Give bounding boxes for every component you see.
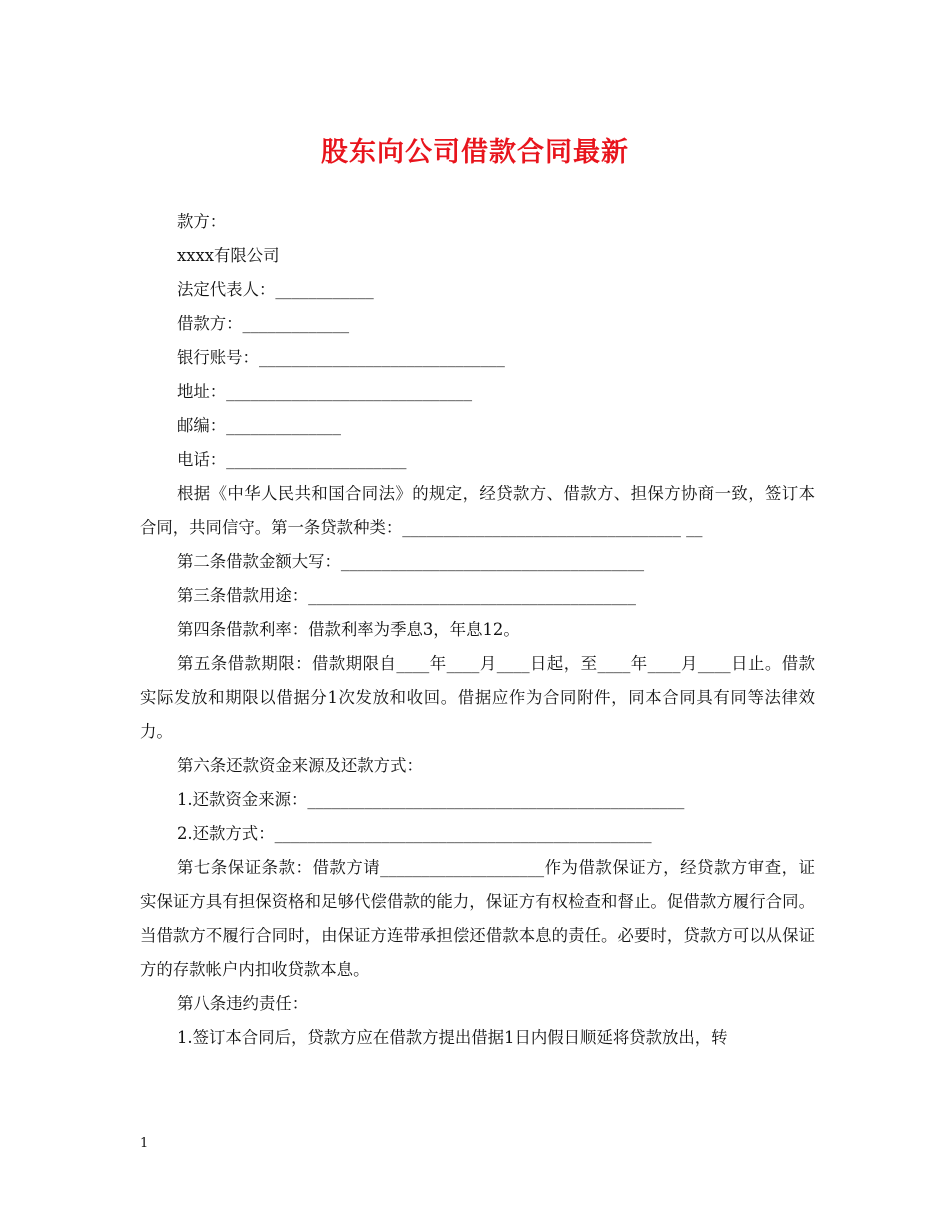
paragraph-company: xxxx有限公司 [177,246,280,265]
paragraph-article-2: 第二条借款金额大写：_____________________________________ [177,552,645,571]
paragraph-article-6-item-1: 1.还款资金来源：______________________________________________ [177,790,685,809]
document-body [140,205,815,1055]
paragraph-article-7: 第七条保证条款：借款方请____________________作为借款保证方，经贷款方审查，证实保证方具有担保资格和足够代偿借款的能力，保证方有权检查和督止。促借款方履行合同。当借款方不履行合同时，由保证方连带承担偿还借款本息的责任。必要时，贷款方可以从保证方的存款帐户内扣收贷款本息。 [140,858,815,979]
paragraph-preamble-article-1: 根据《中华人民共和国合同法》的规定，经贷款方、借款方、担保方协商一致，签订本合同，共同信守。第一条贷款种类：__________________________________ __ [140,484,815,537]
document-title: 股东向公司借款合同最新 [321,137,629,168]
paragraph-phone: 电话：______________________ [177,450,407,469]
paragraph-article-4: 第四条借款利率：借款利率为季息3，年息12。 [177,620,520,639]
paragraph-article-8: 第八条违约责任： [177,994,309,1013]
paragraph-article-5: 第五条借款期限：借款期限自____年____月____日起，至____年____月____日止。借款实际发放和期限以借据分1次发放和收回。借据应作为合同附件，同本合同具有同等法律效力。 [140,654,815,741]
paragraph-borrower: 借款方：_____________ [177,314,350,333]
paragraph-postcode: 邮编：______________ [177,416,341,435]
paragraph-bank-account: 银行账号：______________________________ [177,348,505,367]
paragraph-legal-representative: 法定代表人：____________ [177,280,374,299]
paragraph-article-6-item-2: 2.还款方式：______________________________________________ [177,824,652,843]
paragraph-article-3: 第三条借款用途：________________________________________ [177,586,636,605]
paragraph-address: 地址：______________________________ [177,382,473,401]
paragraph-lender: 款方： [177,212,227,231]
paragraph-article-8-item-1: 1.签订本合同后，贷款方应在借款方提出借据1日内假日顺延将贷款放出，转 [177,1028,728,1047]
paragraph-article-6: 第六条还款资金来源及还款方式： [177,756,423,775]
page-number: 1 [140,1136,149,1151]
